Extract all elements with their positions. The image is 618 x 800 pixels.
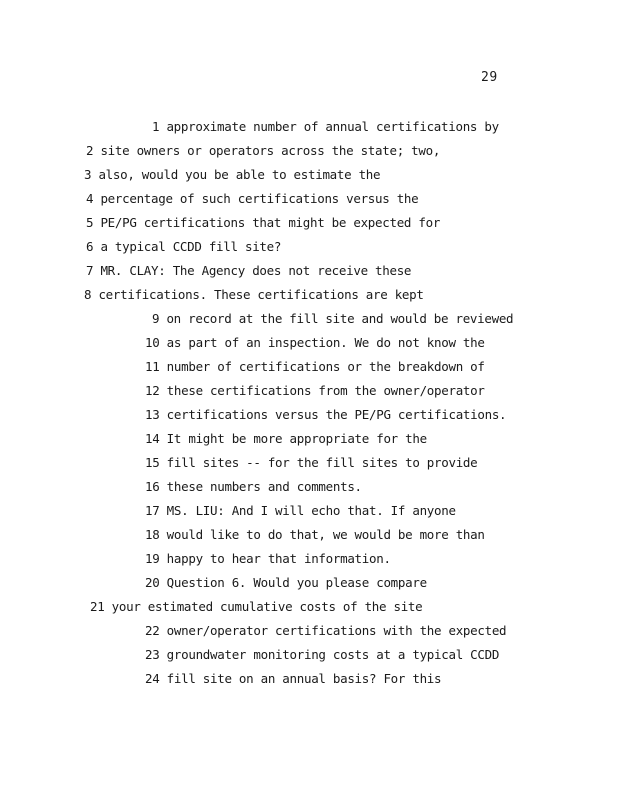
transcript-line-9: 9 on record at the fill site and would be reviewed [152, 311, 514, 326]
transcript-line-1: 1 approximate number of annual certifications by [152, 119, 499, 134]
transcript-line-2: 2 site owners or operators across the state; two, [86, 143, 441, 158]
transcript-line-19: 19 happy to hear that information. [145, 551, 391, 566]
transcript-line-20: 20 Question 6. Would you please compare [145, 575, 427, 590]
transcript-line-21: 21 your estimated cumulative costs of the site [90, 599, 423, 614]
transcript-line-16: 16 these numbers and comments. [145, 479, 362, 494]
transcript-line-12: 12 these certifications from the owner/operator [145, 383, 485, 398]
transcript-line-22: 22 owner/operator certifications with the expected [145, 623, 507, 638]
transcript-line-10: 10 as part of an inspection. We do not know the [145, 335, 485, 350]
transcript-line-24: 24 fill site on an annual basis? For this [145, 671, 442, 686]
transcript-line-15: 15 fill sites -- for the fill sites to provide [145, 455, 478, 470]
transcript-line-13: 13 certifications versus the PE/PG certifications. [145, 407, 507, 422]
transcript-line-23: 23 groundwater monitoring costs at a typical CCDD [145, 647, 500, 662]
transcript-line-6: 6 a typical CCDD fill site? [86, 239, 282, 254]
transcript-line-18: 18 would like to do that, we would be more than [145, 527, 485, 542]
transcript-line-5: 5 PE/PG certifications that might be expected for [86, 215, 441, 230]
page-number: 29 [481, 70, 498, 85]
transcript-line-11: 11 number of certifications or the breakdown of [145, 359, 485, 374]
transcript-line-7: 7 MR. CLAY: The Agency does not receive these [86, 263, 412, 278]
transcript-line-3: 3 also, would you be able to estimate the [84, 167, 381, 182]
transcript-line-17: 17 MS. LIU: And I will echo that. If anyone [145, 503, 456, 518]
transcript-line-14: 14 It might be more appropriate for the [145, 431, 427, 446]
transcript-line-8: 8 certifications. These certifications are kept [84, 287, 424, 302]
transcript-line-4: 4 percentage of such certifications versus the [86, 191, 419, 206]
